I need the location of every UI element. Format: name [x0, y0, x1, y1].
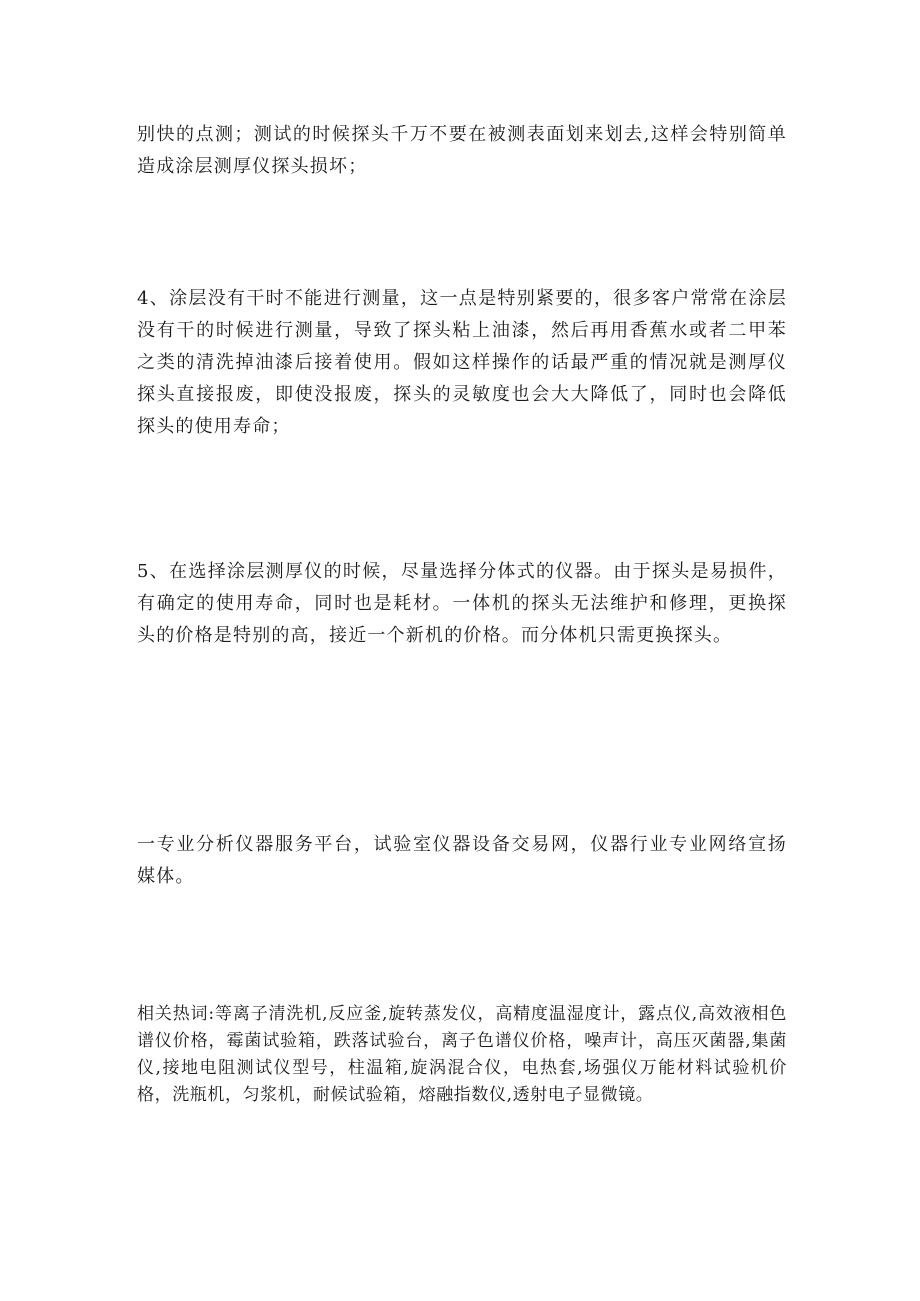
paragraph-platform-intro: 一专业分析仪器服务平台，试验室仪器设备交易网，仪器行业专业网络宣扬媒体。 — [137, 834, 787, 887]
paragraph-probe-usage: 别快的点测；测试的时候探头千万不要在被测表面划来划去,这样会特别简单造成涂层测厚仪探头损坏； — [137, 124, 787, 177]
paragraph-item-5-split-type: 5、在选择涂层测厚仪的时候，尽量选择分体式的仪器。由于探头是易损件，有确定的使用寿命，同时也是耗材。一体机的探头无法维护和修理，更换探头的价格是特别的高，接近一个新机的价格。而分体机只需更换探头。 — [137, 561, 787, 646]
paragraph-related-keywords: 相关热词:等离子清洗机,反应釜,旋转蒸发仪，高精度温湿度计，露点仪,高效液相色谱仪价格，霉菌试验箱，跌落试验台，离子色谱仪价格，噪声计，高压灭菌器,集菌仪,接地电阻测试仪型号，柱温箱,旋涡混合仪，电热套,场强仪万能材料试验机价格，洗瓶机，匀浆机，耐候试验箱，熔融指数仪,透射电子显微镜。 — [137, 1004, 787, 1105]
paragraph-item-4-wet-coating: 4、涂层没有干时不能进行测量，这一点是特别紧要的，很多客户常常在涂层没有干的时候进行测量，导致了探头粘上油漆，然后再用香蕉水或者二甲苯之类的清洗掉油漆后接着使用。假如这样操作的话最严重的情况就是测厚仪探头直接报废，即使没报废，探头的灵敏度也会大大降低了，同时也会降低探头的使用寿命； — [137, 288, 787, 437]
